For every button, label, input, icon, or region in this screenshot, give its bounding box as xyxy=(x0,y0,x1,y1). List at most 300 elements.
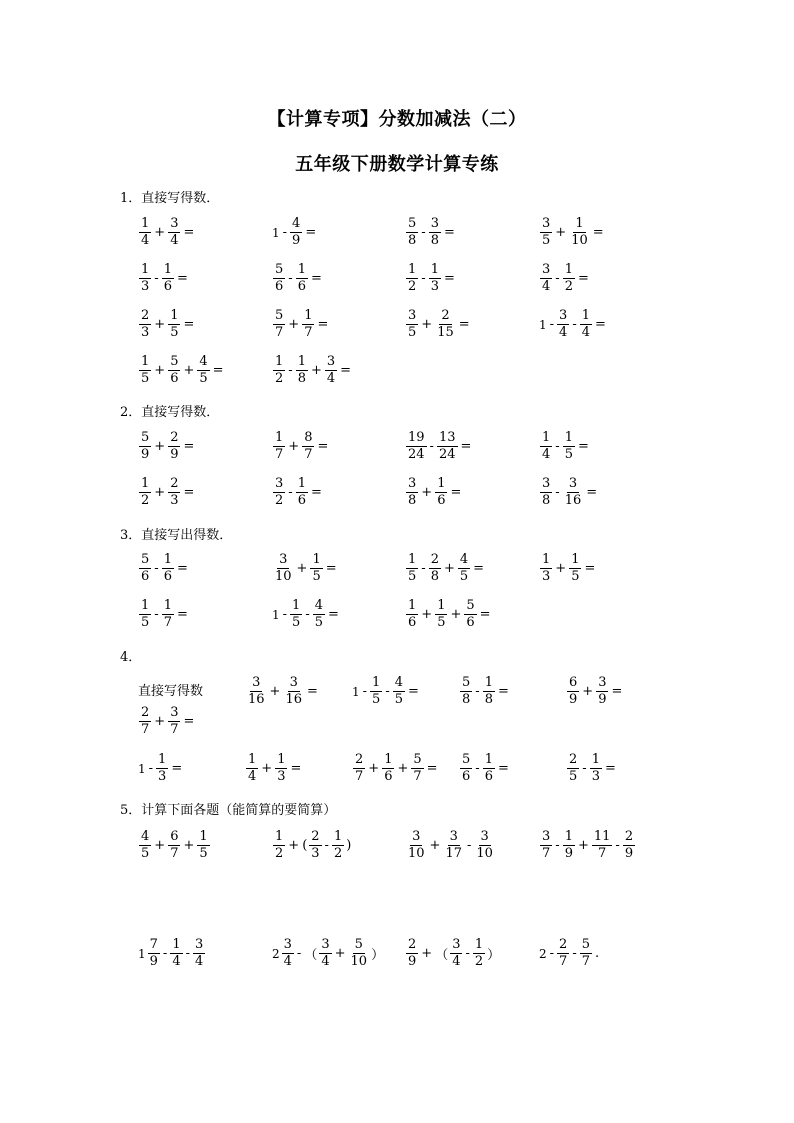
operator: + xyxy=(288,838,300,853)
operator: = xyxy=(310,485,322,500)
fraction xyxy=(557,938,569,969)
operator: = xyxy=(340,363,352,378)
operator: + xyxy=(443,561,455,576)
denominator: 2 xyxy=(474,954,484,969)
expression-11 xyxy=(405,309,472,340)
denominator: 16 xyxy=(285,692,302,707)
fraction xyxy=(349,938,370,969)
fraction xyxy=(429,553,441,584)
denominator: 6 xyxy=(462,769,471,784)
expression-39 xyxy=(566,753,618,784)
fraction xyxy=(406,217,418,248)
numerator: 4 xyxy=(394,675,404,690)
fraction xyxy=(290,217,302,248)
fraction xyxy=(273,477,285,508)
numerator: 6 xyxy=(170,829,179,844)
operator: + xyxy=(288,439,300,454)
expression-40 xyxy=(138,830,211,861)
operator: + xyxy=(368,761,380,776)
operator: + xyxy=(154,317,166,332)
operator: - xyxy=(475,684,480,699)
fraction xyxy=(353,753,365,784)
fraction xyxy=(406,553,418,584)
operator: = xyxy=(290,761,302,776)
fraction xyxy=(139,599,151,630)
fraction xyxy=(170,938,182,969)
numerator: 1 xyxy=(564,430,573,445)
numerator: 1 xyxy=(163,262,172,277)
numerator: 5 xyxy=(170,354,179,369)
numerator: 5 xyxy=(462,752,471,767)
numerator: 1 xyxy=(591,752,600,767)
operator: = xyxy=(460,439,472,454)
denominator: 4 xyxy=(170,233,179,248)
section-5-heading: 5．计算下面各题（能简算的要简算） xyxy=(120,803,337,818)
denominator: 7 xyxy=(275,325,284,340)
denominator: 10 xyxy=(571,233,588,248)
operator: = xyxy=(176,561,188,576)
expression-44 xyxy=(138,938,206,969)
fraction xyxy=(197,355,209,386)
numerator: 1 xyxy=(484,752,493,767)
denominator: 2 xyxy=(408,279,417,294)
numerator: 11 xyxy=(593,829,611,844)
denominator: 8 xyxy=(430,569,439,584)
operator: = xyxy=(176,607,188,622)
fraction xyxy=(193,938,205,969)
numerator: 1 xyxy=(571,552,580,567)
fraction xyxy=(592,830,613,861)
fraction xyxy=(139,706,151,737)
numerator: 19 xyxy=(408,430,425,445)
denominator: 9 xyxy=(624,846,634,861)
numerator: 3 xyxy=(542,216,551,231)
operator: . xyxy=(595,946,600,961)
denominator: 5 xyxy=(571,569,580,584)
section-4-instruction: 直接写得数 xyxy=(138,684,204,699)
denominator: 16 xyxy=(248,692,265,707)
denominator: 3 xyxy=(277,769,286,784)
numerator: 5 xyxy=(141,552,150,567)
denominator: 2 xyxy=(141,493,150,508)
numerator: 1 xyxy=(437,476,446,491)
operator: + xyxy=(154,714,166,729)
denominator: 10 xyxy=(275,569,292,584)
fraction xyxy=(435,477,447,508)
fraction xyxy=(370,676,382,707)
numerator: 1 xyxy=(163,598,172,613)
operator: - xyxy=(288,363,293,378)
fraction xyxy=(309,830,321,861)
fraction xyxy=(567,753,579,784)
fraction xyxy=(283,676,304,707)
expression-28 xyxy=(272,599,341,630)
fraction xyxy=(406,599,418,630)
fraction xyxy=(282,938,294,969)
numerator: 5 xyxy=(275,262,284,277)
operator: + xyxy=(154,439,166,454)
operator: = xyxy=(592,225,604,240)
denominator: 5 xyxy=(459,569,469,584)
operator: = xyxy=(604,761,616,776)
numerator: 1 xyxy=(297,354,306,369)
fraction xyxy=(302,309,314,340)
expression-30 xyxy=(245,676,320,707)
fraction xyxy=(162,553,174,584)
operator: - xyxy=(296,946,302,961)
numerator: 3 xyxy=(170,705,179,720)
expression-18 xyxy=(539,431,591,462)
operator: + xyxy=(421,946,433,961)
numerator: 8 xyxy=(304,430,313,445)
denominator: 3 xyxy=(170,493,179,508)
numerator: 3 xyxy=(452,937,461,952)
denominator: 4 xyxy=(581,325,591,340)
fraction xyxy=(464,599,476,630)
numerator: 1 xyxy=(172,937,181,952)
fraction xyxy=(406,830,427,861)
denominator: 9 xyxy=(564,846,573,861)
denominator: 6 xyxy=(408,615,417,630)
operator: = xyxy=(443,225,455,240)
numerator: 1 xyxy=(163,552,172,567)
numerator: 1 xyxy=(408,552,417,567)
numerator: 5 xyxy=(141,430,150,445)
whole-number: 1 xyxy=(138,761,146,776)
numerator: 1 xyxy=(437,598,446,613)
numerator: 1 xyxy=(333,829,343,844)
numerator: 4 xyxy=(199,354,208,369)
whole-number: 1 xyxy=(352,684,360,699)
fraction xyxy=(437,431,458,462)
operator: + xyxy=(421,317,433,332)
numerator: 2 xyxy=(311,829,320,844)
operator: + xyxy=(397,761,409,776)
numerator: 13 xyxy=(438,430,456,445)
fraction xyxy=(483,753,495,784)
expression-36 xyxy=(245,753,303,784)
denominator: 10 xyxy=(408,846,425,861)
numerator: 1 xyxy=(141,598,150,613)
expression-10 xyxy=(272,309,330,340)
denominator: 7 xyxy=(598,846,607,861)
denominator: 9 xyxy=(292,233,301,248)
fraction xyxy=(162,599,174,630)
operator: - xyxy=(282,225,288,240)
operator: - xyxy=(154,271,159,286)
expression-37 xyxy=(352,753,440,784)
page-subtitle: 五年级下册数学计算专练 xyxy=(295,154,499,175)
fraction xyxy=(406,477,418,508)
denominator: 10 xyxy=(476,846,493,861)
expression-8 xyxy=(539,263,591,294)
fraction xyxy=(474,830,495,861)
denominator: 24 xyxy=(438,447,456,462)
operator: - xyxy=(582,761,587,776)
numerator: 2 xyxy=(170,430,179,445)
numerator: 1 xyxy=(304,308,313,323)
fraction xyxy=(563,431,575,462)
numerator: 1 xyxy=(292,598,301,613)
denominator: 3 xyxy=(141,279,150,294)
denominator: 7 xyxy=(413,769,422,784)
fraction xyxy=(310,553,322,584)
denominator: 5 xyxy=(437,615,446,630)
numerator: 3 xyxy=(275,476,284,491)
operator: + xyxy=(154,225,166,240)
operator: - xyxy=(549,946,555,961)
operator: + xyxy=(555,225,567,240)
operator: = xyxy=(458,317,470,332)
operator: + xyxy=(429,838,441,853)
fraction xyxy=(148,938,160,969)
page-title: 【计算专项】分数加减法（二） xyxy=(267,109,527,130)
fraction xyxy=(332,830,344,861)
fraction xyxy=(139,830,151,861)
section-4-heading: 4． xyxy=(120,650,142,665)
fraction xyxy=(540,431,552,462)
fraction xyxy=(563,830,575,861)
denominator: 6 xyxy=(170,371,179,386)
expression-5 xyxy=(138,263,190,294)
fraction xyxy=(623,830,635,861)
operator: = xyxy=(317,317,329,332)
operator: = xyxy=(497,684,509,699)
operator: + xyxy=(183,838,195,853)
fraction xyxy=(168,706,180,737)
denominator: 8 xyxy=(408,493,417,508)
whole-number: 2 xyxy=(539,946,547,961)
numerator: 4 xyxy=(292,216,301,231)
operator: = xyxy=(307,684,318,699)
parenthesis: ） xyxy=(371,948,385,963)
numerator: 3 xyxy=(568,476,578,491)
expression-14 xyxy=(272,355,353,386)
operator: + xyxy=(577,838,589,853)
fraction xyxy=(580,309,592,340)
operator: + xyxy=(582,684,594,699)
operator: + xyxy=(154,363,166,378)
numerator: 3 xyxy=(408,476,417,491)
denominator: 4 xyxy=(195,954,204,969)
denominator: 7 xyxy=(304,447,313,462)
operator: + xyxy=(154,838,166,853)
denominator: 3 xyxy=(542,569,551,584)
operator: + xyxy=(261,761,273,776)
fraction xyxy=(596,676,608,707)
operator: = xyxy=(577,439,589,454)
operator: + xyxy=(296,561,308,576)
fraction xyxy=(296,263,308,294)
denominator: 10 xyxy=(350,954,368,969)
fraction xyxy=(483,676,495,707)
expression-3 xyxy=(405,217,457,248)
section-2-heading: 2．直接写得数． xyxy=(120,405,220,420)
denominator: 7 xyxy=(163,615,172,630)
fraction xyxy=(168,355,180,386)
denominator: 4 xyxy=(283,954,292,969)
fraction xyxy=(168,431,180,462)
fraction xyxy=(450,938,462,969)
expression-27 xyxy=(138,599,190,630)
denominator: 9 xyxy=(569,692,578,707)
expression-32 xyxy=(459,676,511,707)
denominator: 6 xyxy=(297,279,306,294)
fraction xyxy=(460,753,472,784)
expression-6 xyxy=(272,263,324,294)
numerator: 2 xyxy=(559,937,568,952)
expression-17 xyxy=(405,431,473,462)
numerator: 1 xyxy=(484,675,493,690)
denominator: 6 xyxy=(297,493,306,508)
expression-34 xyxy=(138,706,196,737)
parenthesis: （ xyxy=(435,948,449,963)
fraction xyxy=(296,355,308,386)
numerator: 3 xyxy=(542,262,551,277)
numerator: 2 xyxy=(141,705,150,720)
expression-24 xyxy=(272,553,339,584)
operator: = xyxy=(305,225,317,240)
denominator: 4 xyxy=(559,325,568,340)
expression-16 xyxy=(272,431,330,462)
fraction xyxy=(435,309,456,340)
fraction xyxy=(156,753,168,784)
denominator: 5 xyxy=(314,615,324,630)
operator: - xyxy=(288,485,293,500)
numerator: 1 xyxy=(564,829,573,844)
operator: = xyxy=(595,317,606,332)
numerator: 2 xyxy=(355,752,364,767)
operator: + xyxy=(555,561,567,576)
denominator: 8 xyxy=(462,692,471,707)
expression-26 xyxy=(539,553,597,584)
denominator: 5 xyxy=(170,325,179,340)
fraction xyxy=(296,477,308,508)
fraction xyxy=(139,477,151,508)
fraction xyxy=(139,553,151,584)
expression-19 xyxy=(138,477,196,508)
fraction xyxy=(382,753,394,784)
denominator: 7 xyxy=(141,722,150,737)
fraction xyxy=(460,676,472,707)
operator: - xyxy=(154,607,159,622)
operator: - xyxy=(288,271,293,286)
denominator: 5 xyxy=(199,846,208,861)
whole-number: 1 xyxy=(138,946,146,961)
fraction xyxy=(273,830,285,861)
fraction xyxy=(273,263,285,294)
denominator: 2 xyxy=(333,846,343,861)
expression-41 xyxy=(272,830,352,861)
denominator: 4 xyxy=(321,954,330,969)
denominator: 5 xyxy=(542,233,551,248)
fraction xyxy=(569,217,590,248)
operator: - xyxy=(555,485,560,500)
fraction xyxy=(580,938,592,969)
numerator: 2 xyxy=(408,937,417,952)
numerator: 1 xyxy=(542,552,551,567)
numerator: 1 xyxy=(199,829,208,844)
whole-number: 1 xyxy=(272,225,280,240)
numerator: 1 xyxy=(297,476,306,491)
fraction xyxy=(406,938,418,969)
expression-42 xyxy=(405,830,496,861)
expression-23 xyxy=(138,553,190,584)
numerator: 3 xyxy=(321,937,330,952)
numerator: 3 xyxy=(170,216,179,231)
numerator: 3 xyxy=(559,308,568,323)
operator: + xyxy=(288,317,300,332)
numerator: 3 xyxy=(412,829,421,844)
fraction xyxy=(246,753,258,784)
operator: = xyxy=(310,271,322,286)
fraction xyxy=(139,355,151,386)
expression-7 xyxy=(405,263,457,294)
denominator: 16 xyxy=(564,493,582,508)
fraction xyxy=(139,431,151,462)
operator: - xyxy=(475,761,480,776)
operator: - xyxy=(185,946,191,961)
operator: = xyxy=(586,485,598,500)
numerator: 3 xyxy=(598,675,607,690)
denominator: 9 xyxy=(170,447,179,462)
fraction xyxy=(313,599,325,630)
fraction xyxy=(325,355,337,386)
denominator: 7 xyxy=(304,325,313,340)
denominator: 7 xyxy=(559,954,568,969)
denominator: 3 xyxy=(141,325,150,340)
operator: - xyxy=(549,317,555,332)
denominator: 8 xyxy=(408,233,417,248)
denominator: 2 xyxy=(564,279,573,294)
denominator: 7 xyxy=(170,722,179,737)
operator: - xyxy=(615,838,620,853)
denominator: 3 xyxy=(158,769,167,784)
operator: - xyxy=(154,561,159,576)
numerator: 5 xyxy=(466,598,475,613)
fraction xyxy=(168,309,180,340)
denominator: 5 xyxy=(141,371,150,386)
operator: - xyxy=(148,761,154,776)
expression-9 xyxy=(138,309,196,340)
denominator: 5 xyxy=(569,769,578,784)
operator: = xyxy=(426,761,438,776)
fraction xyxy=(319,938,331,969)
expression-13 xyxy=(138,355,226,386)
section-3-heading: 3．直接写出得数． xyxy=(120,528,233,543)
denominator: 6 xyxy=(163,569,172,584)
fraction xyxy=(273,309,285,340)
denominator: 8 xyxy=(484,692,493,707)
operator: = xyxy=(183,439,195,454)
denominator: 4 xyxy=(326,371,336,386)
denominator: 8 xyxy=(430,233,439,248)
operator: - xyxy=(282,607,288,622)
expression-21 xyxy=(405,477,463,508)
numerator: 2 xyxy=(141,308,150,323)
operator: = xyxy=(183,485,195,500)
denominator: 5 xyxy=(408,569,417,584)
denominator: 5 xyxy=(292,615,301,630)
numerator: 4 xyxy=(314,598,324,613)
section-1-heading: 1．直接写得数． xyxy=(120,191,220,206)
numerator: 2 xyxy=(170,476,179,491)
operator: = xyxy=(443,271,455,286)
denominator: 4 xyxy=(141,233,150,248)
operator: - xyxy=(465,946,470,961)
fraction xyxy=(567,676,579,707)
numerator: 1 xyxy=(141,476,150,491)
